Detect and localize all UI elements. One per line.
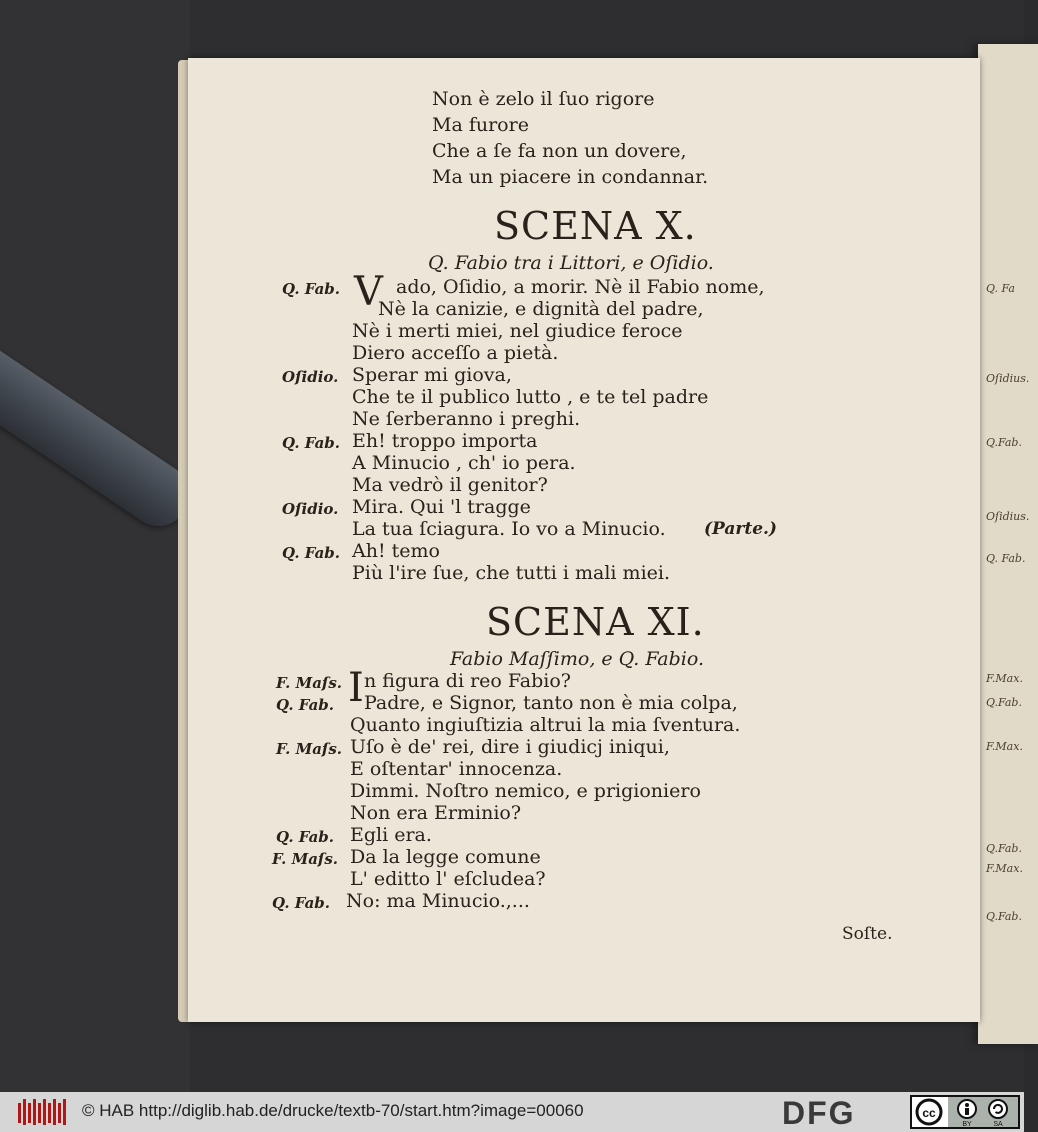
dialogue-line: Egli era.: [350, 824, 432, 846]
book-page: [188, 58, 980, 1022]
speaker-label: Oſidio.: [282, 500, 339, 518]
edge-speaker: Q. Fa: [986, 282, 1015, 295]
dialogue-line: Eh! troppo importa: [352, 430, 538, 452]
license-by-label: BY: [962, 1121, 972, 1128]
dialogue-line: Diero acceſſo a pietà.: [352, 342, 559, 364]
svg-text:cc: cc: [922, 1106, 936, 1120]
speaker-label: F. Maſs.: [272, 850, 339, 868]
dialogue-line: Ma vedrò il genitor?: [352, 474, 548, 496]
edge-speaker: Q.Fab.: [986, 696, 1022, 709]
dialogue-line: L' editto l' eſcludea?: [350, 868, 546, 890]
cc-by-sa-icon: [912, 1097, 1018, 1127]
speaker-label: Oſidio.: [282, 368, 339, 386]
verse-line: Non è zelo il ſuo rigore: [432, 88, 655, 110]
dialogue-line: Uſo è de' rei, dire i giudicj iniqui,: [350, 736, 670, 758]
verse-line: Ma un piacere in condannar.: [432, 166, 709, 188]
dialogue-line: La tua ſciagura. Io vo a Minucio.: [352, 518, 666, 540]
drop-cap: I: [348, 665, 364, 711]
stage-direction: (Parte.): [704, 519, 777, 539]
edge-speaker: Q. Fab.: [986, 552, 1026, 565]
edge-speaker: F.Max.: [986, 672, 1023, 685]
verse-line: Che a ſe fa non un dovere,: [432, 140, 687, 162]
dfg-logo: DFG: [782, 1095, 856, 1131]
scene-title: SCENA XI.: [486, 600, 705, 644]
dialogue-line: Dimmi. Noſtro nemico, e prigioniero: [350, 780, 701, 802]
dialogue-line: Da la legge comune: [350, 846, 541, 868]
speaker-label: Q. Fab.: [272, 894, 331, 912]
scene-title: SCENA X.: [494, 204, 697, 248]
speaker-label: Q. Fab.: [276, 696, 335, 714]
dialogue-line: Nè la canizie, e dignità del padre,: [378, 298, 704, 320]
speaker-label: Q. Fab.: [282, 434, 341, 452]
dialogue-line: E oſtentar' innocenza.: [350, 758, 563, 780]
drop-cap: V: [354, 269, 383, 315]
hab-library-icon: [18, 1097, 68, 1127]
dialogue-line: Che te il publico lutto , e te tel padre: [352, 386, 709, 408]
scene-subtitle: Fabio Maſſimo, e Q. Fabio.: [450, 648, 704, 670]
verse-line: Ma furore: [432, 114, 529, 136]
edge-speaker: Oſidius.: [986, 510, 1030, 523]
book-cover-left: [0, 0, 190, 1092]
dialogue-line: Padre, e Signor, tanto non è mia colpa,: [364, 692, 738, 714]
catchword: Soſte.: [842, 924, 893, 944]
dialogue-line: Quanto ingiuſtizia altrui la mia ſventura.: [350, 714, 741, 736]
copyright-link[interactable]: © HAB http://diglib.hab.de/drucke/textb-70/start.htm?image=00060: [82, 1101, 584, 1120]
speaker-label: Q. Fab.: [282, 280, 341, 298]
edge-speaker: Q.Fab.: [986, 842, 1022, 855]
dialogue-line: Nè i merti miei, nel giudice feroce: [352, 320, 683, 342]
license-sa-label: SA: [993, 1121, 1003, 1128]
edge-speaker: Q.Fab.: [986, 910, 1022, 923]
viewer-footer: [0, 1092, 1024, 1132]
dialogue-line: n figura di reo Fabio?: [364, 670, 571, 692]
edge-speaker: F.Max.: [986, 740, 1023, 753]
edge-speaker: Oſidius.: [986, 372, 1030, 385]
dialogue-line: Ah! temo: [352, 540, 440, 562]
edge-speaker: F.Max.: [986, 862, 1023, 875]
dialogue-line: A Minucio , ch' io pera.: [352, 452, 576, 474]
dialogue-line: No: ma Minucio.,...: [346, 890, 530, 912]
speaker-label: F. Maſs.: [276, 674, 343, 692]
dialogue-line: Ne ſerberanno i preghi.: [352, 408, 581, 430]
dialogue-line: ado, Oſidio, a morir. Nè il Fabio nome,: [396, 276, 765, 298]
dialogue-line: Non era Erminio?: [350, 802, 522, 824]
speaker-label: Q. Fab.: [282, 544, 341, 562]
edge-speaker: Q.Fab.: [986, 436, 1022, 449]
scene-subtitle: Q. Fabio tra i Littori, e Oſidio.: [428, 252, 714, 274]
dialogue-line: Mira. Qui 'l tragge: [352, 496, 531, 518]
speaker-label: F. Maſs.: [276, 740, 343, 758]
cc-license-badge[interactable]: [910, 1095, 1020, 1129]
dialogue-line: Più l'ire ſue, che tutti i mali miei.: [352, 562, 670, 584]
speaker-label: Q. Fab.: [276, 828, 335, 846]
next-page-edge: [978, 44, 1038, 1044]
dialogue-line: Sperar mi giova,: [352, 364, 512, 386]
